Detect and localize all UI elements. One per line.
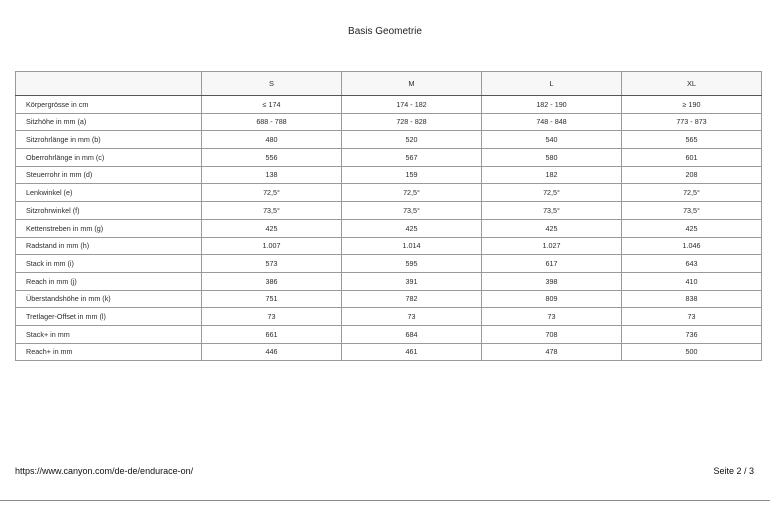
value-cell: 601 bbox=[622, 149, 762, 167]
row-label-cell: Reach+ in mm bbox=[16, 343, 202, 361]
row-label-cell: Steuerrohr in mm (d) bbox=[16, 166, 202, 184]
table-row bbox=[16, 255, 762, 273]
table-row bbox=[16, 343, 762, 361]
value-cell: 73,5° bbox=[342, 202, 482, 220]
value-cell: 643 bbox=[622, 255, 762, 273]
row-label-cell: Sitzhöhe in mm (a) bbox=[16, 113, 202, 131]
value-cell: 73 bbox=[202, 308, 342, 326]
value-cell: 425 bbox=[202, 219, 342, 237]
value-cell: 661 bbox=[202, 325, 342, 343]
value-cell: 540 bbox=[482, 131, 622, 149]
value-cell: 73 bbox=[482, 308, 622, 326]
header-cell-size: XL bbox=[622, 72, 762, 96]
table-body bbox=[16, 96, 762, 361]
value-cell: 782 bbox=[342, 290, 482, 308]
value-cell: 72,5° bbox=[202, 184, 342, 202]
table-row bbox=[16, 290, 762, 308]
table-row bbox=[16, 219, 762, 237]
table-row bbox=[16, 184, 762, 202]
value-cell: 72,5° bbox=[342, 184, 482, 202]
value-cell: 174 - 182 bbox=[342, 96, 482, 114]
value-cell: 386 bbox=[202, 272, 342, 290]
value-cell: 138 bbox=[202, 166, 342, 184]
header-cell-label bbox=[16, 72, 202, 96]
table-header bbox=[16, 72, 762, 96]
row-label-cell: Lenkwinkel (e) bbox=[16, 184, 202, 202]
row-label-cell: Kettenstreben in mm (g) bbox=[16, 219, 202, 237]
value-cell: 398 bbox=[482, 272, 622, 290]
table-row bbox=[16, 166, 762, 184]
value-cell: 751 bbox=[202, 290, 342, 308]
value-cell: 1.014 bbox=[342, 237, 482, 255]
value-cell: 565 bbox=[622, 131, 762, 149]
value-cell: 748 - 848 bbox=[482, 113, 622, 131]
table-row bbox=[16, 308, 762, 326]
page-title: Basis Geometrie bbox=[348, 26, 422, 37]
value-cell: 73,5° bbox=[482, 202, 622, 220]
value-cell: 684 bbox=[342, 325, 482, 343]
row-label-cell: Tretlager-Offset in mm (l) bbox=[16, 308, 202, 326]
value-cell: ≥ 190 bbox=[622, 96, 762, 114]
value-cell: 500 bbox=[622, 343, 762, 361]
table-row bbox=[16, 237, 762, 255]
value-cell: 182 - 190 bbox=[482, 96, 622, 114]
header-cell-size: L bbox=[482, 72, 622, 96]
row-label-cell: Körpergrösse in cm bbox=[16, 96, 202, 114]
row-label-cell: Sitzrohrwinkel (f) bbox=[16, 202, 202, 220]
value-cell: 838 bbox=[622, 290, 762, 308]
value-cell: 708 bbox=[482, 325, 622, 343]
table-row bbox=[16, 272, 762, 290]
value-cell: 182 bbox=[482, 166, 622, 184]
row-label-cell: Oberrohrlänge in mm (c) bbox=[16, 149, 202, 167]
geometry-table bbox=[15, 71, 762, 361]
value-cell: 73,5° bbox=[202, 202, 342, 220]
value-cell: 425 bbox=[342, 219, 482, 237]
table-row bbox=[16, 96, 762, 114]
value-cell: 478 bbox=[482, 343, 622, 361]
value-cell: 446 bbox=[202, 343, 342, 361]
value-cell: 425 bbox=[622, 219, 762, 237]
header-cell-size: S bbox=[202, 72, 342, 96]
value-cell: 425 bbox=[482, 219, 622, 237]
value-cell: 73 bbox=[342, 308, 482, 326]
table-row bbox=[16, 325, 762, 343]
value-cell: 595 bbox=[342, 255, 482, 273]
value-cell: 573 bbox=[202, 255, 342, 273]
value-cell: 1.007 bbox=[202, 237, 342, 255]
bottom-divider bbox=[0, 500, 770, 501]
header-cell-size: M bbox=[342, 72, 482, 96]
value-cell: 73 bbox=[622, 308, 762, 326]
row-label-cell: Radstand in mm (h) bbox=[16, 237, 202, 255]
value-cell: 461 bbox=[342, 343, 482, 361]
table-row bbox=[16, 202, 762, 220]
table-row bbox=[16, 131, 762, 149]
value-cell: 391 bbox=[342, 272, 482, 290]
value-cell: 736 bbox=[622, 325, 762, 343]
value-cell: 728 - 828 bbox=[342, 113, 482, 131]
value-cell: 809 bbox=[482, 290, 622, 308]
header-row bbox=[16, 72, 762, 96]
value-cell: 410 bbox=[622, 272, 762, 290]
value-cell: 556 bbox=[202, 149, 342, 167]
row-label-cell: Stack+ in mm bbox=[16, 325, 202, 343]
value-cell: 73,5° bbox=[622, 202, 762, 220]
value-cell: 159 bbox=[342, 166, 482, 184]
row-label-cell: Überstandshöhe in mm (k) bbox=[16, 290, 202, 308]
row-label-cell: Reach in mm (j) bbox=[16, 272, 202, 290]
row-label-cell: Sitzrohrlänge in mm (b) bbox=[16, 131, 202, 149]
value-cell: 567 bbox=[342, 149, 482, 167]
value-cell: 617 bbox=[482, 255, 622, 273]
value-cell: 208 bbox=[622, 166, 762, 184]
value-cell: 580 bbox=[482, 149, 622, 167]
value-cell: 520 bbox=[342, 131, 482, 149]
table-row bbox=[16, 149, 762, 167]
value-cell: 72,5° bbox=[622, 184, 762, 202]
table-row bbox=[16, 113, 762, 131]
value-cell: 1.027 bbox=[482, 237, 622, 255]
row-label-cell: Stack in mm (i) bbox=[16, 255, 202, 273]
value-cell: 480 bbox=[202, 131, 342, 149]
page-number: Seite 2 / 3 bbox=[713, 466, 754, 476]
footer-url: https://www.canyon.com/de-de/endurace-on/ bbox=[15, 466, 194, 476]
value-cell: ≤ 174 bbox=[202, 96, 342, 114]
value-cell: 72,5° bbox=[482, 184, 622, 202]
value-cell: 1.046 bbox=[622, 237, 762, 255]
value-cell: 688 - 788 bbox=[202, 113, 342, 131]
value-cell: 773 - 873 bbox=[622, 113, 762, 131]
